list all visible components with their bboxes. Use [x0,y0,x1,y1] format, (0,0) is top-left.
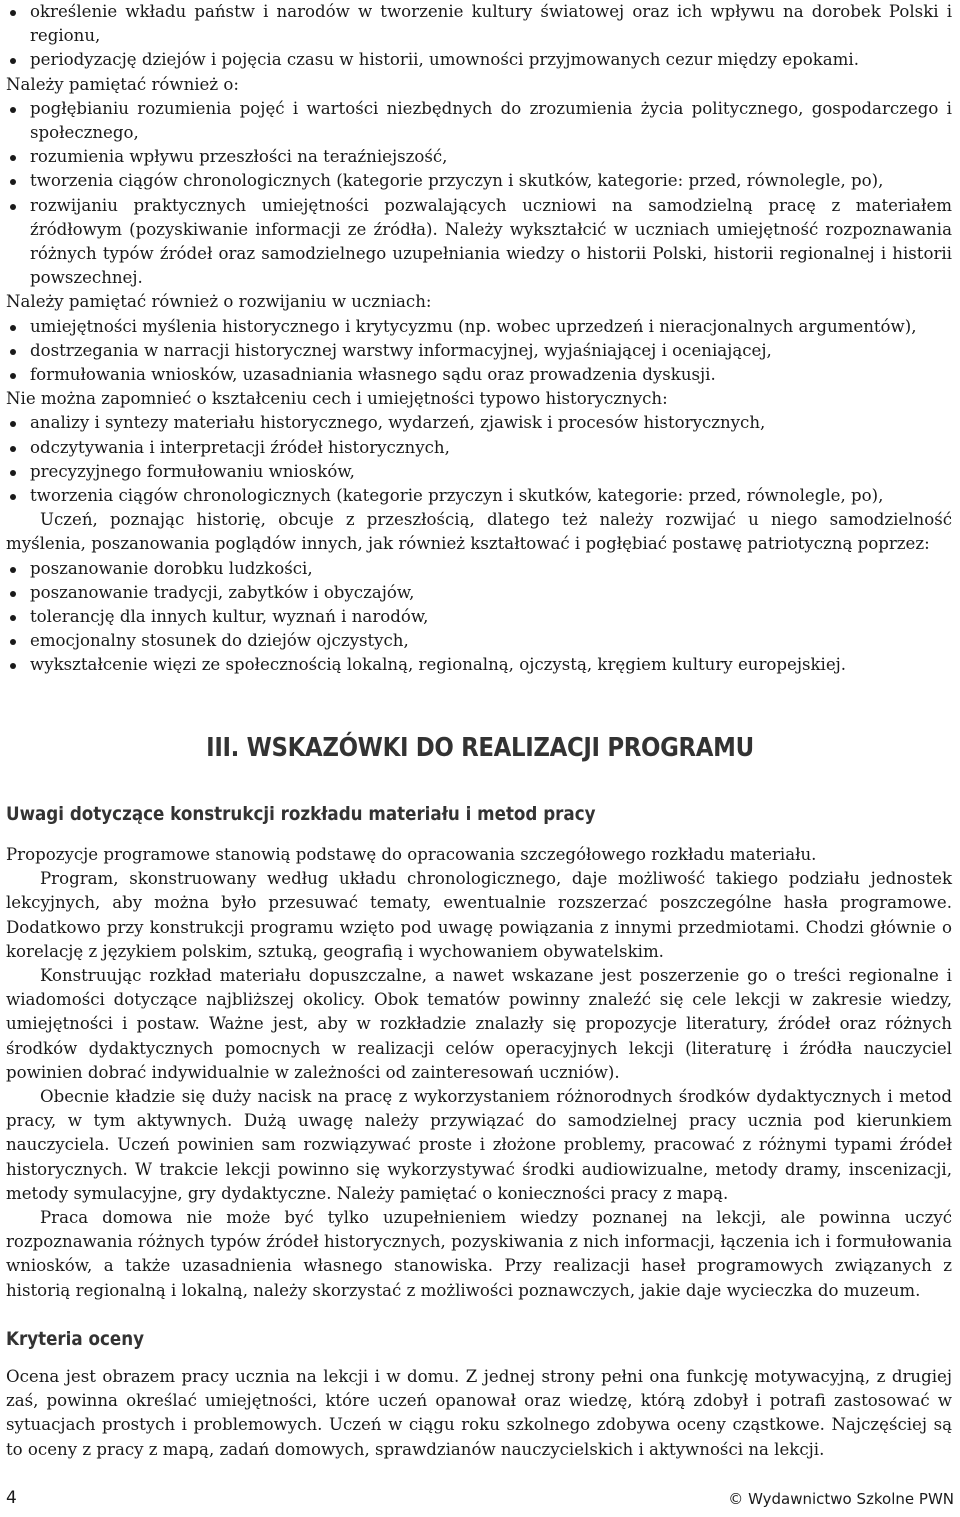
list-item: analizy i syntezy materiału historycznego, wydarzeń, zjawisk i procesów historycznych, [6,411,952,435]
paragraph: Uczeń, poznając historię, obcuje z przeszłością, dlatego też należy rozwijać u niego samodzielność myślenia, poszanowania poglądów innych, jak również kształtować i pogłębiać postawę patriotyczną poprzez: [6,510,952,554]
methods-section [6,843,952,1303]
paragraph: Konstruując rozkład materiału dopuszczalne, a nawet wskazane jest poszerzenie go o treści regionalne i wiadomości dotyczące najbliższej okolicy. Obok tematów powinny znaleźć się cele lekcji w zakresie wiedzy, umiejętności i postaw. Ważne jest, aby w rozkładzie znalazły się propozycje literatury, źródeł oraz różnych środków dydaktycznych pomocnych w realizacji celów operacyjnych lekcji (literaturę i źródła nauczyciel powinien dobrać indywidualnie w zależności od zainteresowań uczniów). [6,966,952,1082]
list-intro: Należy pamiętać również o rozwijaniu w uczniach: [6,292,432,312]
grading-section [6,1365,952,1462]
list-item: umiejętności myślenia historycznego i krytycyzmu (np. wobec uprzedzeń i nieracjonalnych argumentów), [6,315,952,339]
list-item: poszanowanie dorobku ludzkości, [6,557,952,581]
publisher-copyright: © Wydawnictwo Szkolne PWN [728,1490,954,1508]
bullet-list-1 [6,0,952,73]
list-item: tworzenia ciągów chronologicznych (kategorie przyczyn i skutków, kategorie: przed, równolegle, po), [6,484,952,508]
chapter-title: III. WSKAZÓWKI DO REALIZACJI PROGRAMU [206,733,754,763]
list-item: odczytywania i interpretacji źródeł historycznych, [6,436,952,460]
list-item: pogłębianiu rozumienia pojęć i wartości niezbędnych do zrozumienia życia politycznego, gospodarczego i społecznego, [6,97,952,145]
paragraph: Praca domowa nie może być tylko uzupełnieniem wiedzy poznanej na lekcji, ale powinna uczyć rozpoznawania różnych typów źródeł historycznych, pozyskiwania z nich informacji, łączenia ich i formułowania wniosków, a także uzasadnienia własnego stanowiska. Przy realizacji haseł programowych związanych z historią regionalną i lokalną, należy skorzystać z możliwości poznawczych, jakie daje wycieczka do muzeum. [6,1208,952,1300]
list-intro: Należy pamiętać również o: [6,74,239,94]
list-item: poszanowanie tradycji, zabytków i obyczajów, [6,581,952,605]
paragraph: Program, skonstruowany według układu chronologicznego, daje możliwość takiego podziału jednostek lekcyjnych, aby można było przesuwać tematy, ewentualnie rozszerzać poszczególne hasła programowe. Dodatkowo przy konstrukcji programu wzięto pod uwagę powiązania z innymi przedmiotami. Chodzi głównie o korelację z językiem polskim, sztuką, geografią i wychowaniem obywatelskim. [6,869,952,961]
list-item: formułowania wniosków, uzasadniania własnego sądu oraz prowadzenia dyskusji. [6,363,952,387]
bullet-list-5 [6,557,952,678]
bullet-list-3 [6,315,952,388]
list-item: określenie wkładu państw i narodów w tworzenie kultury światowej oraz ich wpływu na dorobek Polski i regionu, [6,0,952,48]
section-heading: Uwagi dotyczące konstrukcji rozkładu materiału i metod pracy [6,803,596,825]
list-item: rozumienia wpływu przeszłości na teraźniejszość, [6,145,952,169]
list-item: wykształcenie więzi ze społecznością lokalną, regionalną, ojczystą, kręgiem kultury europejskiej. [6,653,952,677]
curriculum-goals-section [6,0,952,678]
bullet-list-2 [6,97,952,291]
list-item: tworzenia ciągów chronologicznych (kategorie przyczyn i skutków, kategorie: przed, równolegle, po), [6,169,952,193]
paragraph: Ocena jest obrazem pracy ucznia na lekcji i w domu. Z jednej strony pełni ona funkcję motywacyjną, z drugiej zaś, powinna określać umiejętności, które uczeń opanował oraz wiedzę, którą zdobył i potrafi zastosować w sytuacjach prostych i problemowych. Uczeń w ciągu roku szkolnego zdobywa oceny cząstkowe. Najczęściej są to oceny z pracy z mapą, zadań domowych, sprawdzianów nauczycielskich i aktywności na lekcji. [6,1367,952,1459]
list-item: precyzyjnego formułowaniu wniosków, [6,460,952,484]
list-item: rozwijaniu praktycznych umiejętności pozwalających uczniowi na samodzielną pracę z materiałem źródłowym (pozyskiwanie informacji ze źródła). Należy wykształcić w uczniach umiejętność rozpoznawania różnych typów źródeł oraz samodzielnego uzupełniania wiedzy o historii Polski, historii regionalnej i historii powszechnej. [6,194,952,291]
paragraph: Propozycje programowe stanowią podstawę do opracowania szczegółowego rozkładu materiału. [6,845,817,864]
list-item: dostrzegania w narracji historycznej warstwy informacyjnej, wyjaśniającej i oceniającej, [6,339,952,363]
page-number: 4 [6,1488,17,1508]
list-item: periodyzację dziejów i pojęcia czasu w historii, umowności przyjmowanych cezur między epokami. [6,48,952,72]
list-item: tolerancję dla innych kultur, wyznań i narodów, [6,605,952,629]
paragraph: Obecnie kładzie się duży nacisk na pracę z wykorzystaniem różnorodnych środków dydaktycznych i metod pracy, w tym aktywnych. Dużą uwagę należy przywiązać do samodzielnej pracy ucznia pod kierunkiem nauczyciela. Uczeń powinien sam rozwiązywać proste i złożone problemy, pracować z różnymi typami źródeł historycznych. W trakcie lekcji powinno się wykorzystywać środki audiowizualne, metody dramy, inscenizacji, metody symulacyjne, gry dydaktyczne. Należy pamiętać o konieczności pracy z mapą. [6,1087,952,1203]
list-intro: Nie można zapomnieć o kształceniu cech i umiejętności typowo historycznych: [6,389,668,409]
list-item: emocjonalny stosunek do dziejów ojczystych, [6,629,952,653]
section-heading: Kryteria oceny [6,1328,145,1350]
bullet-list-4 [6,411,952,508]
